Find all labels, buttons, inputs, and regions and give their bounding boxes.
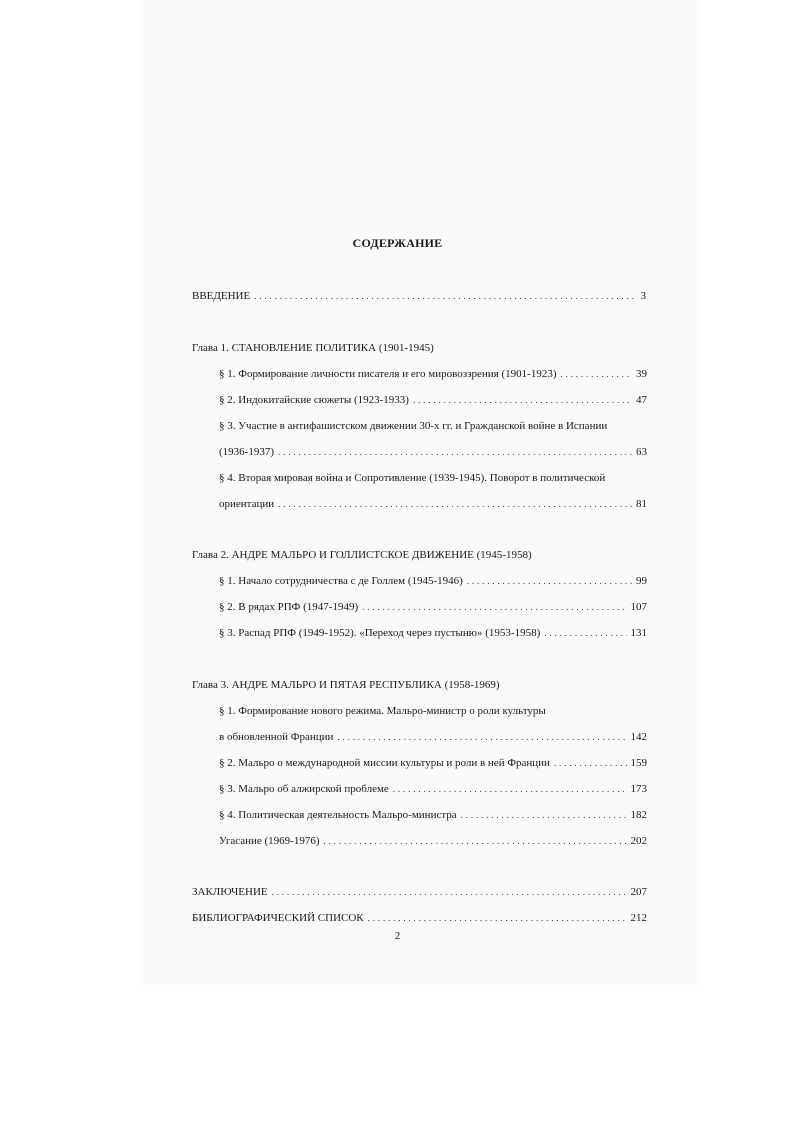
dot-leader — [362, 600, 626, 614]
dot-leader — [554, 756, 627, 770]
dot-leader — [368, 911, 627, 925]
entry-page: 107 — [630, 601, 647, 613]
dot-leader — [254, 289, 636, 303]
page-number: 2 — [394, 930, 401, 942]
dot-leader — [337, 730, 626, 744]
toc-entry-ch3-s1-line2 — [219, 730, 647, 744]
dot-leader — [413, 393, 632, 407]
toc-title: СОДЕРЖАНИЕ — [352, 236, 443, 250]
toc-entry-ch2-s3 — [219, 626, 647, 640]
entry-page: 207 — [630, 886, 647, 898]
chapter-1-heading: Глава 1. СТАНОВЛЕНИЕ ПОЛИТИКА (1901-1945) — [192, 342, 434, 354]
entry-page: 47 — [636, 394, 647, 406]
entry-text: БИБЛИОГРАФИЧЕСКИЙ СПИСОК — [192, 912, 364, 924]
entry-page: 99 — [636, 575, 647, 587]
dot-leader — [324, 834, 627, 848]
toc-entry-ch2-s2 — [219, 600, 647, 614]
toc-entry-ch1-s4-line2 — [219, 497, 647, 511]
entry-text: § 3. Мальро об алжирской проблеме — [219, 783, 389, 795]
entry-page: 212 — [630, 912, 647, 924]
entry-page: 159 — [630, 757, 647, 769]
entry-text: в обновленной Франции — [219, 731, 334, 743]
entry-page: 3 — [640, 290, 646, 302]
toc-entry-ch3-s2 — [219, 756, 647, 770]
toc-entry-ch3-s3 — [219, 782, 647, 796]
toc-entry-conclusion — [192, 885, 647, 899]
dot-leader — [278, 445, 632, 459]
entry-page: 202 — [630, 835, 647, 847]
toc-entry-ch1-s4-line1: § 4. Вторая мировая война и Сопротивление (1939-1945). Поворот в политической — [219, 472, 606, 484]
dot-leader — [544, 626, 626, 640]
entry-text: § 3. Распад РПФ (1949-1952). «Переход через пустыню» (1953-1958) — [219, 627, 541, 639]
dot-leader — [393, 782, 627, 796]
toc-entry-ch2-s1 — [219, 574, 647, 588]
entry-text: § 1. Формирование личности писателя и его мировоззрения (1901-1923) — [219, 368, 557, 380]
entry-page: 142 — [630, 731, 647, 743]
toc-entry-ch3-s4 — [219, 808, 647, 822]
entry-page: 81 — [636, 498, 647, 510]
toc-entry-intro — [192, 289, 646, 303]
entry-text: Угасание (1969-1976) — [219, 835, 320, 847]
entry-text: § 2. В рядах РПФ (1947-1949) — [219, 601, 359, 613]
chapter-3-heading: Глава 3. АНДРЕ МАЛЬРО И ПЯТАЯ РЕСПУБЛИКА (1958-1969) — [192, 679, 500, 691]
dot-leader — [272, 885, 627, 899]
toc-entry-ch3-s1-line1: § 1. Формирование нового режима. Мальро-министр о роли культуры — [219, 705, 546, 717]
dot-leader — [560, 367, 632, 381]
entry-text: ЗАКЛЮЧЕНИЕ — [192, 886, 268, 898]
toc-entry-ch1-s2 — [219, 393, 647, 407]
toc-entry-ch1-s1 — [219, 367, 647, 381]
entry-page: 182 — [630, 809, 647, 821]
entry-page: 63 — [636, 446, 647, 458]
entry-page: 39 — [636, 368, 647, 380]
entry-text: § 2. Индокитайские сюжеты (1923-1933) — [219, 394, 409, 406]
entry-text: § 2. Мальро о международной миссии культуры и роли в ней Франции — [219, 757, 550, 769]
dot-leader — [278, 497, 632, 511]
entry-text: ориентации — [219, 498, 275, 510]
entry-text: § 4. Политическая деятельность Мальро-министра — [219, 809, 457, 821]
entry-text: (1936-1937) — [219, 446, 274, 458]
toc-entry-ch1-s3-line1: § 3. Участие в антифашистском движении 30-х гг. и Гражданской войне в Испании — [219, 420, 608, 432]
toc-entry-ch1-s3-line2 — [219, 445, 647, 459]
toc-entry-bibliography — [192, 911, 647, 925]
toc-entry-ch3-s5 — [219, 834, 647, 848]
entry-text: § 1. Начало сотрудничества с де Голлем (1945-1946) — [219, 575, 463, 587]
entry-text: ВВЕДЕНИЕ — [192, 290, 251, 302]
entry-page: 131 — [630, 627, 647, 639]
dot-leader — [467, 574, 632, 588]
chapter-2-heading: Глава 2. АНДРЕ МАЛЬРО И ГОЛЛИСТСКОЕ ДВИЖЕНИЕ (1945-1958) — [192, 549, 532, 561]
dot-leader — [461, 808, 627, 822]
entry-page: 173 — [630, 783, 647, 795]
